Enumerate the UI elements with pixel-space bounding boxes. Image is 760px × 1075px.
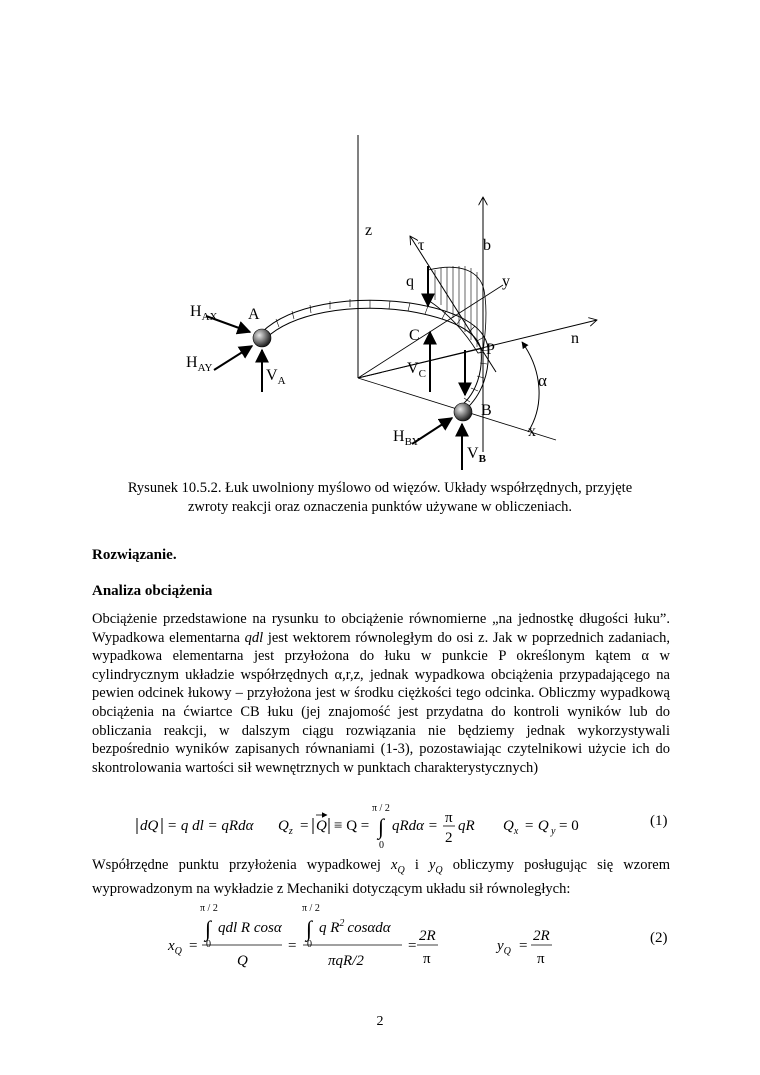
- eq1-two: 2: [445, 830, 453, 846]
- eq2-eq3: =: [408, 938, 417, 954]
- label-hax: $H_{AX}$: [190, 303, 218, 323]
- paragraph-coordinates-part1: Współrzędne punktu przyłożenia wypadkowej: [92, 857, 392, 873]
- caption-line-1: Rysunek 10.5.2. Łuk uwolniony myślowo od więzów. Układy współrzędnych, przyjęte: [127, 480, 633, 496]
- eq1-qr: qR: [458, 818, 475, 834]
- eq1-qx: $Q_x$: [503, 818, 519, 837]
- label-q: q: [406, 273, 414, 290]
- eq1-qz: $Q_z$: [278, 818, 293, 837]
- label-b-point: B: [481, 402, 492, 419]
- eq2-eq2: =: [288, 938, 297, 954]
- eq2-y-den: π: [537, 951, 545, 967]
- caption-line-2: zwroty reakcji oraz oznaczenia punktów używane w obliczeniach.: [187, 499, 573, 515]
- label-hay: $H_{AY}$: [186, 354, 213, 374]
- label-z: z: [365, 222, 373, 239]
- heading-solution: Rozwiązanie.: [92, 547, 177, 563]
- support-b-ball: [454, 403, 472, 421]
- page-number: 2: [376, 1014, 384, 1029]
- eq1-qvec: Q: [316, 818, 327, 834]
- eq2-y-num: 2R: [533, 928, 550, 944]
- label-c: C: [409, 327, 420, 344]
- figure-curved-beam: [0, 0, 760, 475]
- label-x: x: [528, 423, 536, 440]
- eq1-dq: dQ: [140, 818, 159, 834]
- qdl-term: qdl: [244, 629, 264, 646]
- eq2-num2: q $R^2$ cosαdα: [319, 918, 391, 936]
- paragraph-coordinates: [92, 856, 670, 899]
- label-p: P: [486, 341, 495, 358]
- label-b: b: [483, 237, 491, 254]
- support-a-ball: [253, 329, 271, 347]
- eq1-number: (1): [650, 813, 668, 829]
- eq1-integrand: qRdα =: [392, 818, 438, 834]
- paragraph-load-part1: Obciążenie przedstawione na rysunku to obciążenie równomierne „na jednostkę długości łuku”. Wypadkowa elementarna: [92, 611, 670, 646]
- alpha-arc: [522, 342, 539, 432]
- xq-x: x: [391, 857, 398, 873]
- label-y: y: [502, 273, 510, 290]
- yq-sub: Q: [435, 864, 443, 876]
- label-hby: $H_{BY}$: [393, 428, 420, 448]
- eq2-den1: Q: [237, 953, 248, 969]
- paragraph-coordinates-part3: obliczymy posługując się wzorem wyprowadzonym na wykładzie z Mechaniki dotyczącym układu sił równoległych:: [92, 857, 671, 898]
- eq2-int2: ∫: [306, 916, 313, 941]
- eq1-int-lower: 0: [379, 840, 384, 850]
- figure-caption: [95, 479, 665, 517]
- eq2-eq1: =: [189, 938, 198, 954]
- eq1-pi: π: [445, 810, 453, 826]
- label-vc: $V_C$: [407, 360, 426, 380]
- eq2-yq: $y_Q$: [497, 938, 511, 957]
- eq1-y: y: [551, 826, 556, 837]
- eq2-upper1: π / 2: [200, 903, 218, 914]
- xq-sub: Q: [397, 864, 405, 876]
- label-alpha: α: [538, 371, 547, 390]
- load-hatching: [435, 266, 477, 347]
- eq2-lower1: 0: [206, 939, 211, 950]
- eq1-rhs1: = q dl = qRdα: [167, 818, 254, 834]
- paragraph-load: [92, 610, 670, 777]
- label-a: A: [248, 306, 260, 323]
- xq-symbol: [391, 857, 405, 876]
- paragraph-load-part2: jest wektorem równoległym do osi z. Jak w poprzednich zadaniach, wypadkowa elementarna jest przyłożona do łuku w punkcie P określonym kątem α w cylindrycznym układzie współrzędnych α,r,z, jednak wypadkowa obciążenia przypadającego na pewien odcinek łukowy – przyłożona jest w środku ciężkości tego odcinka. Obliczmy wypadkową obciążenia na ćwiartce CB łuku (jej znajomość jest przydatna do kontroli wyników lub do obliczania reakcji, w dalszym ciągu rozwiązania nie będziemy jednak wykorzystywali bezpośrednio wyników zapisanych równaniami (1-3), pozostawiając czytelnikowi użycie ich do skontrolowania wartości sił wewnętrznych w punktach charakterystycznych): [92, 629, 670, 776]
- equation-1: [0, 800, 760, 850]
- eq2-number: (2): [650, 930, 668, 946]
- label-va: $V_A$: [266, 367, 286, 387]
- eq2-res-den: π: [423, 951, 431, 967]
- paragraph-coordinates-part2: i: [404, 857, 429, 873]
- eq2-upper2: π / 2: [302, 903, 320, 914]
- yq-symbol: [428, 857, 443, 876]
- eq2-den2: πqR/2: [328, 953, 364, 969]
- eq2-res-num: 2R: [419, 928, 436, 944]
- hay-arrow: [214, 346, 252, 370]
- eq1-eq-b: ≡ Q =: [334, 818, 370, 834]
- eq2-lower2: 0: [307, 939, 312, 950]
- label-n: n: [571, 330, 579, 347]
- eq2-eq4: =: [519, 938, 528, 954]
- eq1-eq-a: =: [300, 818, 309, 834]
- label-tau: τ: [418, 237, 425, 254]
- eq1-int-upper: π / 2: [372, 803, 390, 814]
- label-vb: $V_B$: [467, 445, 486, 465]
- eq2-xq: $x_Q$: [168, 938, 182, 957]
- eq2-num1: qdl R cosα: [218, 920, 282, 936]
- equation-2: [0, 900, 760, 980]
- eq1-mid: = Q: [524, 818, 549, 834]
- heading-load-analysis: Analiza obciążenia: [92, 583, 213, 599]
- yq-y: y: [428, 857, 436, 873]
- eq2-int1: ∫: [205, 916, 212, 941]
- eq1-zero: = 0: [559, 818, 579, 834]
- eq1-int-sign: ∫: [378, 814, 385, 839]
- beam-segments: [276, 299, 488, 402]
